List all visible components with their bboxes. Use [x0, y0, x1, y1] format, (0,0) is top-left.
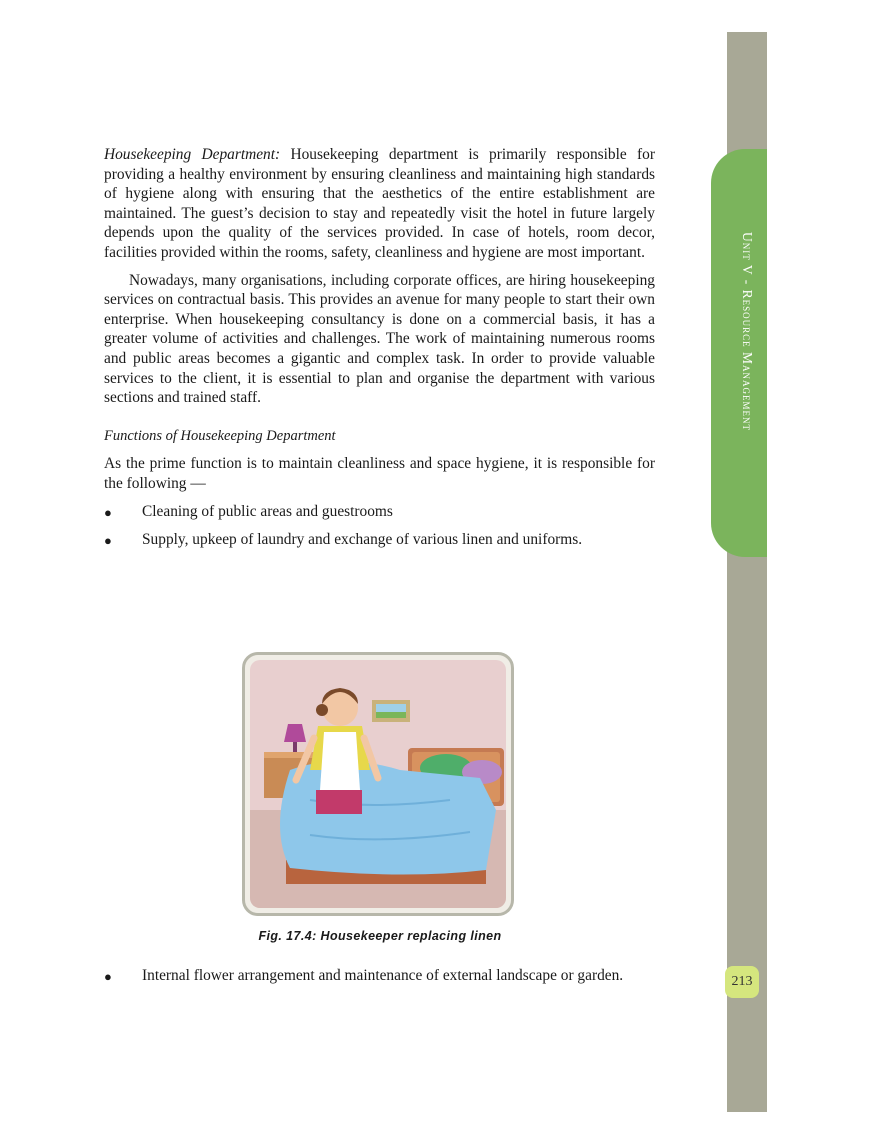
- list-continued: [104, 966, 655, 987]
- lead-term: Housekeeping Department:: [104, 146, 281, 163]
- bullet-icon: ●: [104, 533, 112, 549]
- main-content: [104, 145, 655, 551]
- list-item-text: Internal flower arrangement and maintenance of external landscape or garden.: [142, 967, 624, 984]
- list-item: [104, 502, 655, 523]
- list-item-text: Cleaning of public areas and guestrooms: [142, 502, 393, 520]
- paragraph1-text: Housekeeping department is primarily responsible for providing a healthy environment by ensuring cleanliness and maintaining high standards of hygiene along with ensuring that the aesthetics of the entire establishment are maintained. The guest’s decision to stay and repeatedly visit the hotel in future largely depends upon the quality of the services provided. In case of hotels, room decor, facilities provided within the rooms, safety, cleanliness and hygiene are most important.: [104, 146, 655, 261]
- paragraph-housekeeping: [104, 145, 655, 263]
- list-item-text: Supply, upkeep of laundry and exchange of various linen and uniforms.: [142, 531, 583, 549]
- figure-caption: Fig. 17.4: Housekeeper replacing linen: [258, 929, 502, 943]
- unit-label: Unit V - Resource Management: [740, 232, 755, 432]
- bullet-icon: ●: [104, 969, 112, 984]
- paragraph-nowadays: Nowadays, many organisations, including corporate offices, are hiring housekeeping services on contractual basis. This provides an avenue for many people to start their own enterprise. When housekeeping consultancy is done on a commercial basis, it has a greater volume of activities and challenges. The work of maintaining numerous rooms and public areas becomes a gigantic and complex task. In order to provide valuable services to the client, it is essential to plan and organise the department with various sections and trained staff.: [104, 271, 655, 407]
- functions-intro: As the prime function is to maintain cleanliness and space hygiene, it is responsible for the following —: [104, 455, 655, 492]
- subheading-functions: Functions of Housekeeping Department: [104, 427, 336, 444]
- list-item: [104, 966, 655, 987]
- page-number: 213: [725, 966, 759, 998]
- bullet-icon: ●: [104, 504, 112, 520]
- housekeeper-illustration: [250, 660, 506, 908]
- list-item: [104, 530, 655, 551]
- figure-illustration: [242, 652, 514, 916]
